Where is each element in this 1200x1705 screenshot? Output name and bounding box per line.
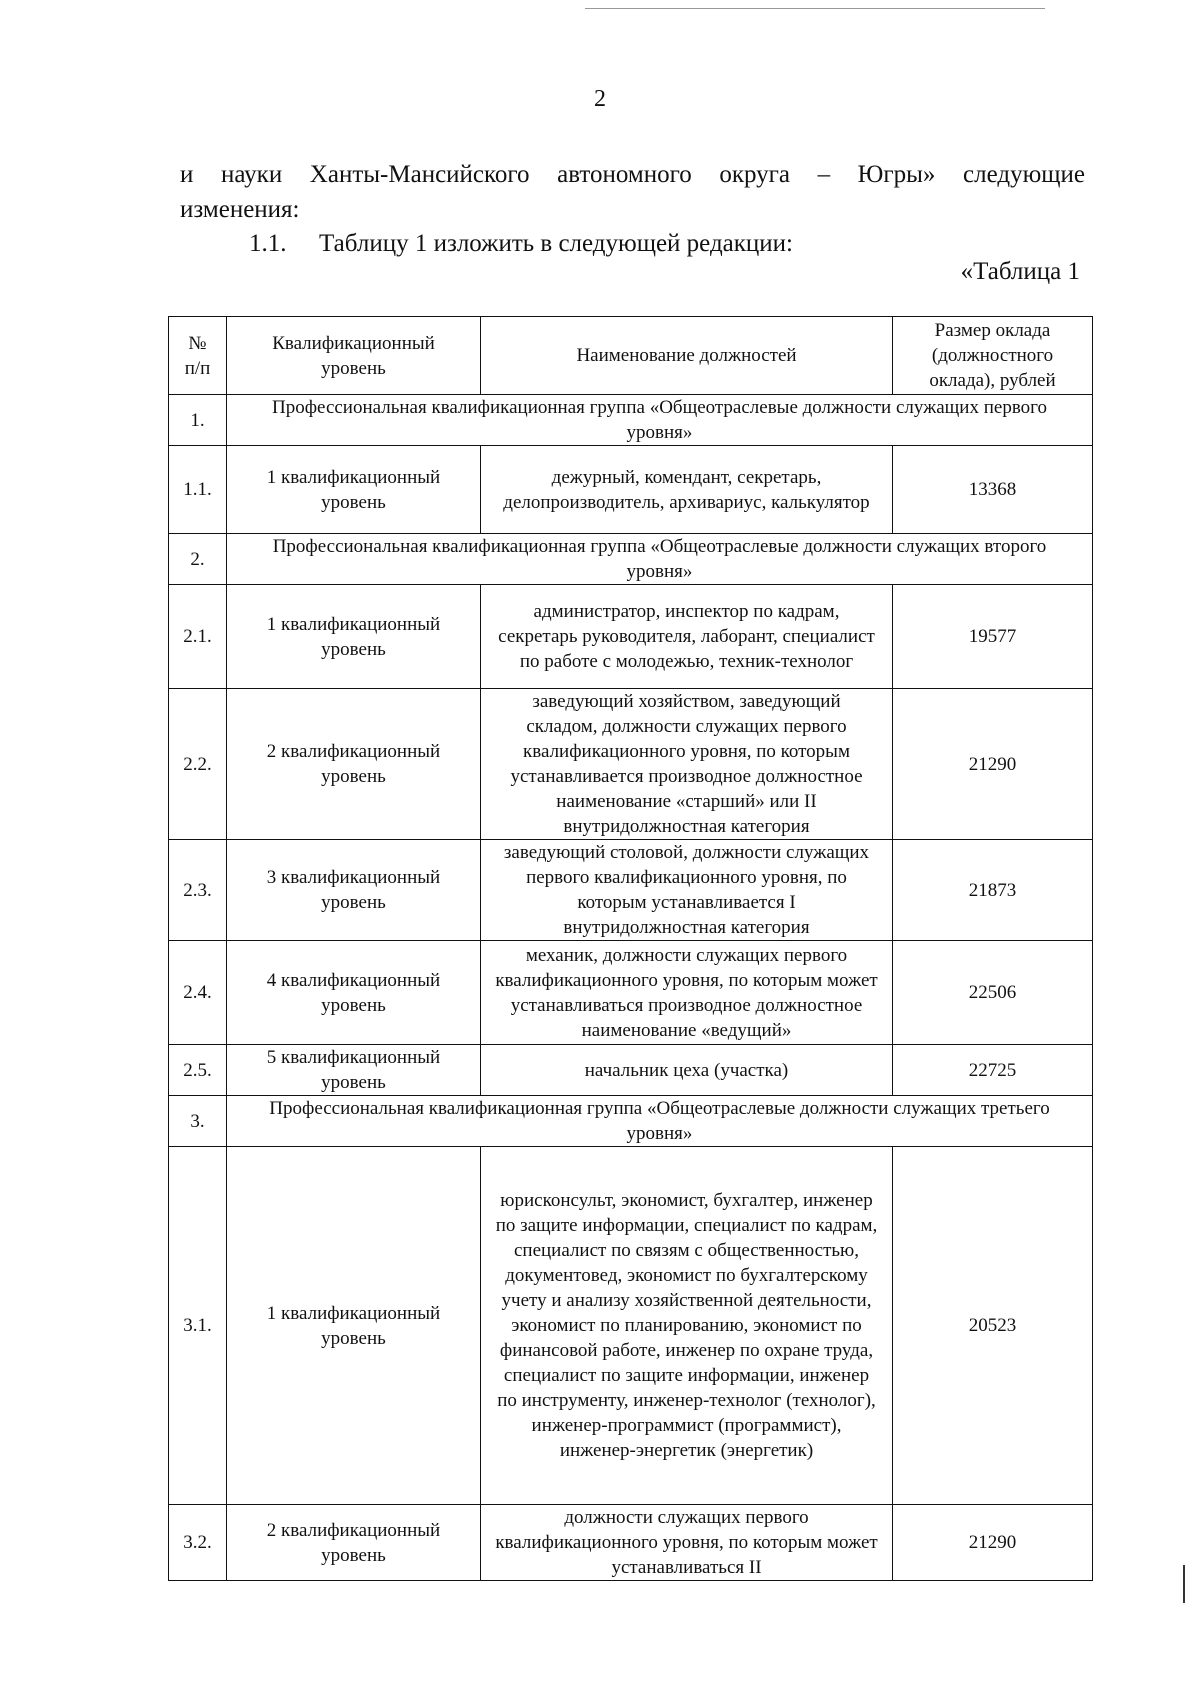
qualification-level: 1 квалификационный уровень [227, 1147, 481, 1505]
row-number: 2. [169, 534, 227, 585]
group-row [169, 395, 1093, 446]
table-row [169, 446, 1093, 534]
row-number: 1. [169, 395, 227, 446]
salary-amount: 19577 [893, 585, 1093, 689]
row-number: 2.3. [169, 840, 227, 941]
header-positions: Наименование должностей [481, 317, 893, 395]
table-row [169, 1045, 1093, 1096]
table-row [169, 840, 1093, 941]
row-number: 2.4. [169, 941, 227, 1045]
page-number: 2 [594, 86, 606, 112]
salary-amount: 22506 [893, 941, 1093, 1045]
header-salary: Размер оклада (должностного оклада), рублей [893, 317, 1093, 395]
qualification-level: 1 квалификационный уровень [227, 585, 481, 689]
qualification-level: 5 квалификационный уровень [227, 1045, 481, 1096]
salary-amount: 21290 [893, 689, 1093, 840]
salary-amount: 20523 [893, 1147, 1093, 1505]
table-row [169, 689, 1093, 840]
qualification-level: 2 квалификационный уровень [227, 689, 481, 840]
row-number: 3.2. [169, 1505, 227, 1581]
position-names: дежурный, комендант, секретарь, делопроизводитель, архивариус, калькулятор [481, 446, 893, 534]
position-names: заведующий столовой, должности служащих первого квалификационного уровня, по которым устанавливается I внутридолжностная категория [481, 840, 893, 941]
group-title: Профессиональная квалификационная группа «Общеотраслевые должности служащих второго уровня» [227, 534, 1093, 585]
row-number: 2.5. [169, 1045, 227, 1096]
salary-table [168, 316, 1093, 1581]
row-number: 1.1. [169, 446, 227, 534]
table-header-row [169, 317, 1093, 395]
amendment-item-text: Таблицу 1 изложить в следующей редакции: [319, 230, 793, 257]
position-names: механик, должности служащих первого квалификационного уровня, по которым может устанавливаться производное должностное наименование «ведущий» [481, 941, 893, 1045]
table-row [169, 941, 1093, 1045]
amendment-item [249, 226, 793, 261]
scan-mark [585, 8, 1045, 9]
qualification-level: 4 квалификационный уровень [227, 941, 481, 1045]
group-row [169, 1096, 1093, 1147]
scan-mark [1183, 1565, 1185, 1603]
position-names: должности служащих первого квалификационного уровня, по которым может устанавливаться II [481, 1505, 893, 1581]
row-number: 2.1. [169, 585, 227, 689]
group-title: Профессиональная квалификационная группа «Общеотраслевые должности служащих первого уровня» [227, 395, 1093, 446]
table-row [169, 1505, 1093, 1581]
position-names: заведующий хозяйством, заведующий складом, должности служащих первого квалификационного уровня, по которым устанавливается производное должностное наименование «старший» или II внутридолжностная категория [481, 689, 893, 840]
position-names: начальник цеха (участка) [481, 1045, 893, 1096]
salary-amount: 21873 [893, 840, 1093, 941]
qualification-level: 2 квалификационный уровень [227, 1505, 481, 1581]
intro-line-1: и науки Ханты-Мансийского автономного округа – Югры» следующие [180, 161, 1085, 188]
row-number: 3. [169, 1096, 227, 1147]
group-title: Профессиональная квалификационная группа «Общеотраслевые должности служащих третьего уровня» [227, 1096, 1093, 1147]
qualification-level: 3 квалификационный уровень [227, 840, 481, 941]
salary-amount: 13368 [893, 446, 1093, 534]
table-row [169, 1147, 1093, 1505]
position-names: администратор, инспектор по кадрам, секретарь руководителя, лаборант, специалист по работе с молодежью, техник-технолог [481, 585, 893, 689]
table-row [169, 585, 1093, 689]
row-number: 3.1. [169, 1147, 227, 1505]
qualification-level: 1 квалификационный уровень [227, 446, 481, 534]
salary-amount: 21290 [893, 1505, 1093, 1581]
group-row [169, 534, 1093, 585]
row-number: 2.2. [169, 689, 227, 840]
intro-line-2: изменения: [180, 196, 300, 223]
table-caption: «Таблица 1 [960, 258, 1080, 285]
header-level: Квалификационный уровень [227, 317, 481, 395]
amendment-item-number: 1.1. [249, 230, 287, 257]
position-names: юрисконсульт, экономист, бухгалтер, инженер по защите информации, специалист по кадрам, специалист по связям с общественностью, документовед, экономист по бухгалтерскому учету и анализу хозяйственной деятельности, экономист по планированию, экономист по финансовой работе, инженер по охране труда, специалист по защите информации, инженер по инструменту, инженер-технолог (технолог), инженер-программист (программист), инженер-энергетик (энергетик) [481, 1147, 893, 1505]
table-body [169, 395, 1093, 1581]
header-num: № п/п [169, 317, 227, 395]
salary-amount: 22725 [893, 1045, 1093, 1096]
